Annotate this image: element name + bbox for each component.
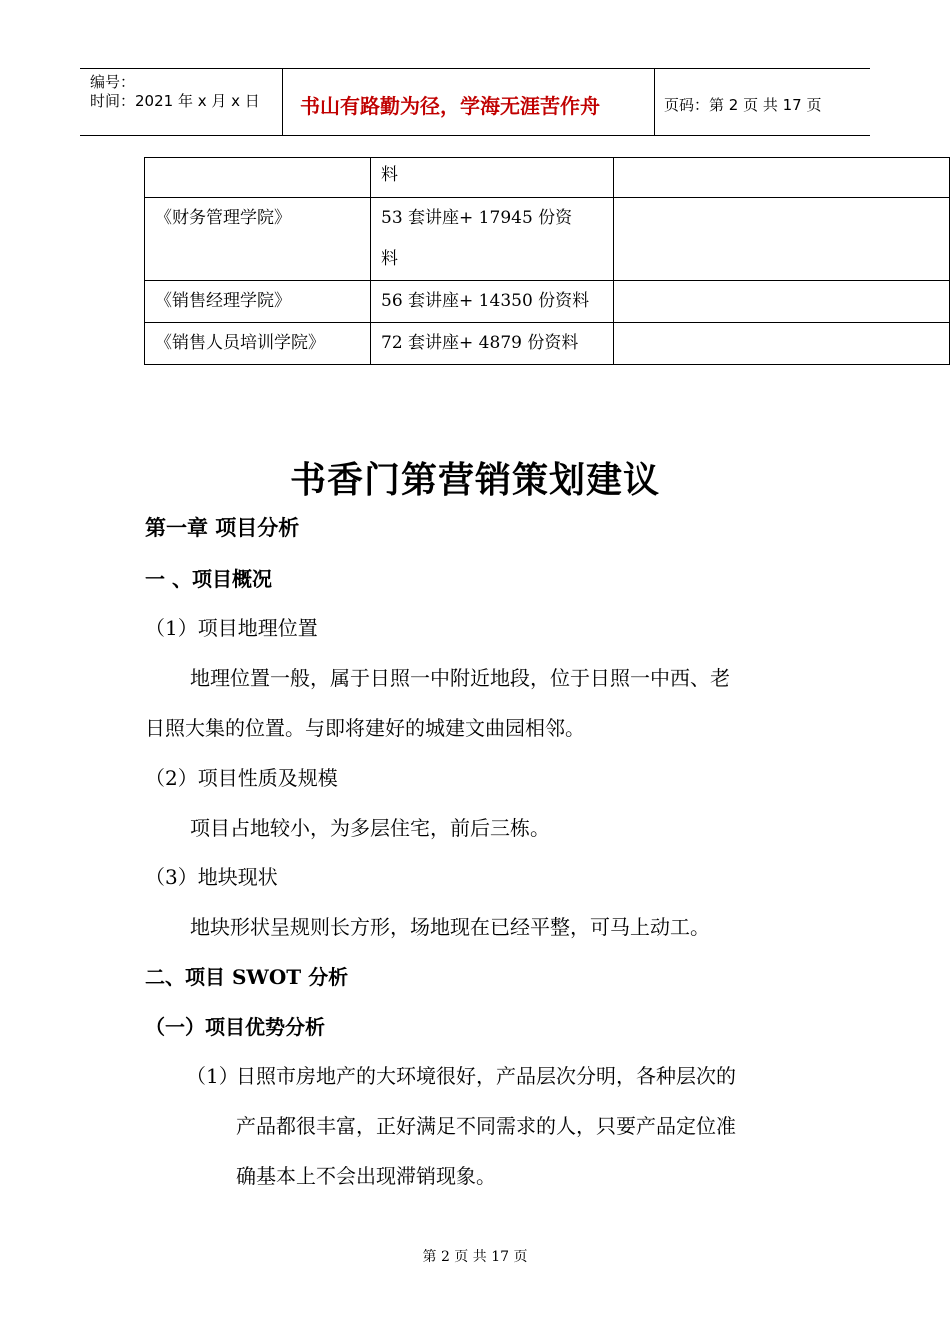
paragraph-nature-scale: 项目占地较小，为多层住宅，前后三栋。 [190,816,550,840]
header-motto: 书山有路勤为径，学海无涯苦作舟 [300,94,600,118]
table-cell-note [614,281,950,323]
header-number-label: 编号： [90,73,136,91]
table-row [145,281,950,323]
section-heading-overview: 一 、项目概况 [145,567,272,591]
table-cell-name: 《销售人员培训学院》 [145,323,371,365]
item-1-line2: 产品都很丰富，正好满足不同需求的人，只要产品定位准 [236,1114,736,1138]
table-cell-name: 《财务管理学院》 [145,198,371,281]
document-title: 书香门第营销策划建议 [289,460,660,501]
subheading-advantages: （一）项目优势分析 [145,1015,325,1039]
table-row [145,198,950,281]
table-cell-desc [371,281,614,323]
table-cell-name [145,158,371,198]
paragraph-location-line1: 地理位置一般，属于日照一中附近地段，位于日照一中西、老 [190,666,730,690]
table-cell-desc-line: 56 套讲座+ 14350 份资料 [381,291,590,311]
item-1-number: （1） [186,1064,239,1088]
resource-table [144,157,950,365]
table-cell-note [614,198,950,281]
table-cell-note [614,323,950,365]
header-bottom-rule [80,135,870,136]
subheading-nature-scale: （2）项目性质及规模 [145,766,338,790]
paragraph-location-line2: 日照大集的位置。与即将建好的城建文曲园相邻。 [145,716,585,740]
table-cell-note [614,158,950,198]
table-cell-desc [371,323,614,365]
table-cell-desc-line: 72 套讲座+ 4879 份资料 [381,333,579,353]
table-cell-desc [371,158,614,198]
item-1-line3: 确基本上不会出现滞销现象。 [236,1164,496,1188]
table-row [145,323,950,365]
header-time-label: 时间：2021 年 x 月 x 日 [90,92,260,110]
item-1-line1: 日照市房地产的大环境很好，产品层次分明，各种层次的 [236,1064,736,1088]
table-cell-desc [371,198,614,281]
table-row [145,158,950,198]
header-top-rule [80,68,870,69]
chapter-heading: 第一章 项目分析 [145,515,300,540]
paragraph-site-status: 地块形状呈规则长方形，场地现在已经平整，可马上动工。 [190,915,710,939]
subheading-site-status: （3）地块现状 [145,865,278,889]
page-footer: 第 2 页 共 17 页 [422,1249,528,1265]
header-divider-2 [654,68,655,136]
table-cell-desc-line: 53 套讲座+ 17945 份资 [381,208,573,228]
table-cell-desc-line: 料 [381,249,398,269]
header-divider-1 [282,68,283,136]
table-cell-desc-line: 料 [381,165,398,185]
subheading-location: （1）项目地理位置 [145,616,318,640]
header-page-label: 页码：第 2 页 共 17 页 [664,96,822,114]
section-heading-swot: 二、项目 SWOT 分析 [145,965,349,989]
table-cell-name: 《销售经理学院》 [145,281,371,323]
